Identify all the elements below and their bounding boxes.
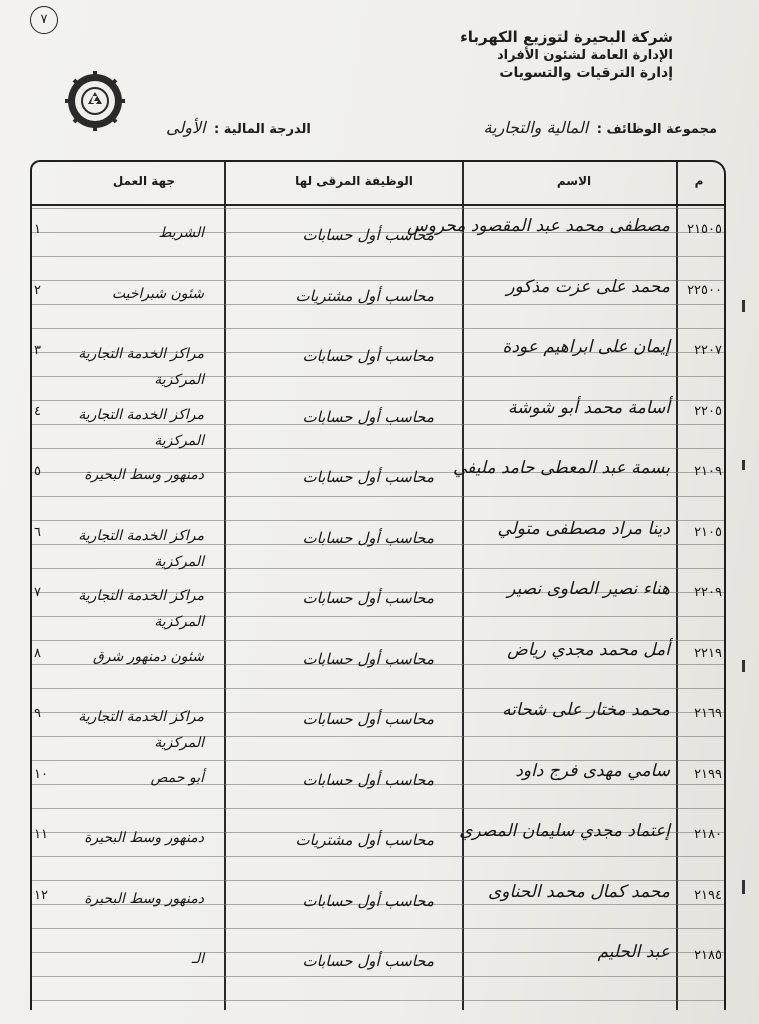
table-row xyxy=(32,269,724,330)
employee-name: إيمان على ابراهيم عودة xyxy=(502,337,670,357)
company-logo-icon xyxy=(64,70,126,132)
header-name: الاسم xyxy=(556,174,592,188)
table-row xyxy=(32,571,724,632)
employee-name: إعتماد مجدي سليمان المصري xyxy=(459,821,670,841)
row-index: ٦ xyxy=(34,524,41,540)
employee-code: ٢١٨٥ xyxy=(694,948,722,963)
employee-code: ٢١٦٩ xyxy=(694,706,722,721)
employee-name: عبد الحليم xyxy=(597,942,670,962)
employee-code: ٢٢٠٥ xyxy=(694,403,722,419)
row-index: ١٠ xyxy=(34,766,48,782)
row-index: ٨ xyxy=(34,645,41,661)
table-row xyxy=(32,208,724,269)
row-index: ٢ xyxy=(34,282,41,298)
margin-tick xyxy=(742,880,745,894)
ruling-line xyxy=(32,1000,724,1001)
row-index: ١١ xyxy=(34,827,48,842)
header-place: جهة العمل xyxy=(112,174,176,188)
promoted-job-title: محاسب أول حسابات xyxy=(302,952,434,970)
work-location: مراكز الخدمة التجارية المركزية xyxy=(78,588,204,630)
employee-code: ٢١٩٤ xyxy=(694,887,722,903)
table-row xyxy=(32,753,724,814)
job-group-line xyxy=(484,118,717,137)
job-group-value: المالية والتجارية xyxy=(483,118,589,137)
work-location: مراكز الخدمة التجارية المركزية xyxy=(78,406,204,449)
employee-name: أسامة محمد أبو شوشة xyxy=(507,397,670,418)
employee-code: ٢١٨٠ xyxy=(694,827,722,842)
table-row xyxy=(32,511,724,572)
promoted-job-title: محاسب أول حسابات xyxy=(302,710,434,728)
employee-name: محمد مختار على شحاته xyxy=(502,700,670,720)
row-index: ٤ xyxy=(34,403,41,419)
work-location: الشريط xyxy=(158,225,204,241)
row-index: ٥ xyxy=(34,464,41,479)
employee-code: ٢٢٠٩ xyxy=(694,585,722,600)
financial-grade-line xyxy=(166,118,311,137)
work-location: دمنهور وسط البحيرة xyxy=(84,890,204,907)
work-location: شئون شبراخيت xyxy=(111,285,204,302)
section-name: إدارة الترقيات والتسويات xyxy=(499,65,673,81)
header-code: م xyxy=(694,174,704,188)
employee-name: بسمة عبد المعطى حامد مليفي xyxy=(452,458,670,478)
margin-tick xyxy=(742,460,745,470)
table-row xyxy=(32,813,724,874)
row-index: ١٢ xyxy=(34,887,48,903)
employee-name: هناء نصير الصاوى نصير xyxy=(507,579,670,599)
work-location: دمنهور وسط البحيرة xyxy=(84,830,204,846)
financial-grade-value: الأولى xyxy=(166,118,206,137)
header-job: الوظيفة المرقى لها xyxy=(295,174,413,188)
work-location: شئون دمنهور شرق xyxy=(92,648,204,665)
employee-name: أمل محمد مجدي رياض xyxy=(507,639,670,660)
employee-code: ٢٢٠٧ xyxy=(694,343,722,358)
work-location: الـ xyxy=(191,951,204,967)
row-index: ٣ xyxy=(34,343,41,358)
promoted-job-title: محاسب أول مشتريات xyxy=(295,286,434,305)
employee-code: ٢٢١٩ xyxy=(694,645,722,661)
promoted-job-title: محاسب أول حسابات xyxy=(302,649,434,668)
table-row xyxy=(32,692,724,753)
employee-code: ٢١٠٥ xyxy=(694,524,722,540)
employee-code: ٢١٠٩ xyxy=(694,464,722,479)
row-index: ١ xyxy=(34,222,41,237)
work-location: أبو حمص xyxy=(150,769,204,786)
promoted-job-title: محاسب أول حسابات xyxy=(302,226,434,244)
work-location: مراكز الخدمة التجارية المركزية xyxy=(78,709,204,751)
table-row xyxy=(32,632,724,693)
promoted-job-title: محاسب أول مشتريات xyxy=(295,831,434,849)
department-name: الإدارة العامة لشئون الأفراد xyxy=(496,48,673,63)
promoted-job-title: محاسب أول حسابات xyxy=(302,468,434,486)
table-row xyxy=(32,934,724,995)
table-header xyxy=(32,162,724,206)
table-row xyxy=(32,329,724,390)
table-row xyxy=(32,874,724,935)
promoted-job-title: محاسب أول حسابات xyxy=(302,528,434,547)
employee-name: مصطفى محمد عبد المقصود محروس xyxy=(406,216,670,236)
employee-name: سامي مهدى فرج داود xyxy=(515,760,670,781)
employee-code: ٢٢٥٠٠ xyxy=(687,282,722,298)
promoted-job-title: محاسب أول حسابات xyxy=(302,407,434,426)
employee-name: دينا مراد مصطفى متولي xyxy=(497,518,670,539)
work-location: مراكز الخدمة التجارية المركزية xyxy=(78,527,204,570)
page-number: ٧ xyxy=(30,6,58,34)
company-name: شركة البحيرة لتوزيع الكهرباء xyxy=(460,28,673,46)
promoted-job-title: محاسب أول حسابات xyxy=(302,770,434,789)
employee-code: ٢١٩٩ xyxy=(694,766,722,782)
promoted-job-title: محاسب أول حسابات xyxy=(302,589,434,607)
employee-name: محمد على عزت مذكور xyxy=(506,276,670,297)
financial-grade-label: الدرجة المالية : xyxy=(214,122,311,137)
promotions-table xyxy=(30,160,726,1010)
promoted-job-title: محاسب أول حسابات xyxy=(302,347,434,365)
row-index: ٩ xyxy=(34,706,41,721)
row-index: ٧ xyxy=(34,585,41,600)
employee-code: ٢١٥٠٥ xyxy=(687,222,722,237)
work-location: دمنهور وسط البحيرة xyxy=(84,467,204,483)
promoted-job-title: محاسب أول حسابات xyxy=(302,891,434,910)
work-location: مراكز الخدمة التجارية المركزية xyxy=(78,346,204,388)
letterhead xyxy=(460,28,673,81)
margin-tick xyxy=(742,660,745,672)
employee-name: محمد كمال محمد الحناوى xyxy=(487,881,670,902)
table-row xyxy=(32,390,724,451)
table-row xyxy=(32,450,724,511)
margin-tick xyxy=(742,300,745,312)
job-group-label: مجموعة الوظائف : xyxy=(596,122,717,137)
